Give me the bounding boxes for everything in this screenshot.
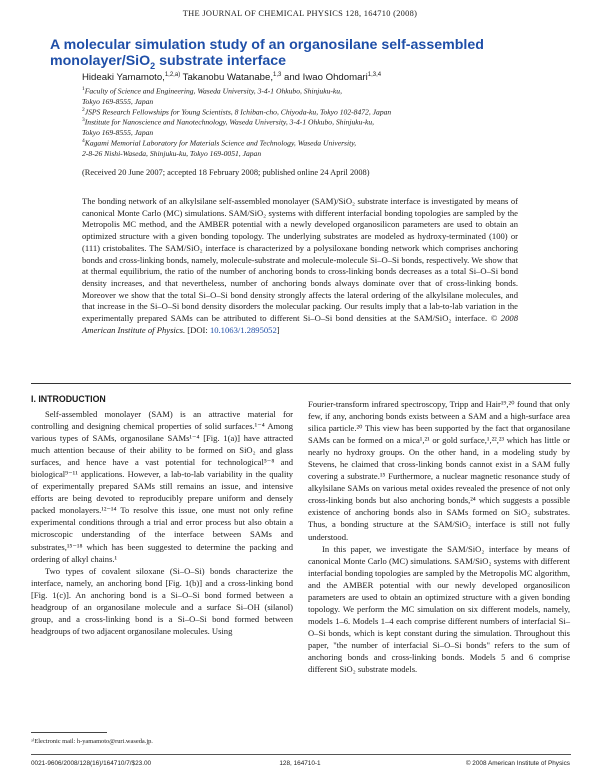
section-divider [31,383,571,384]
author-3: and Iwao Ohdomari [281,72,368,84]
footer-rule [31,754,571,755]
paragraph: Two types of covalent siloxane (Si–O–Si) bonds characterize the interface, namely, an anchoring bond [Fig. 1(b)] and a cross-linking bond [Fig. 1(c)]. An anchoring bond is a Si–O–Si bond formed between a headgroup of an organosilane molecule and a surface Si–OH (silanol) group, and a cross-linking bond is a Si–O–Si bond formed between headgroups of two adjacent organosilane molecules. Using [31,565,293,636]
author-2: Takanobu Watanabe, [180,72,273,84]
paragraph: Self-assembled monolayer (SAM) is an attractive material for controlling and designing chemical properties of solid surfaces.¹⁻⁴ Among various types of SAMs, organosilane SAMs¹⁻⁴ [Fig. 1(a)] have attracted much attention because of their ability to be formed on SiO₂ and glass surfaces, and hence have a vast potential for technological⁵⁻⁸ and biological⁹⁻¹¹ applications. However, a lab-to-lab variability in the quality of experimentally prepared SAMs still remains an issue, and intensive efforts are being devoted to reproducibly prepare uniform and densely packed monolayers.¹²⁻¹⁴ To resolve this issue, one must not only refine experimental conditions through a trial and error process but also obtain a microscopic understanding of the interface between SAMs and substrates,¹⁵⁻¹⁸ which has been suggested to determine the packing and ordering of alkyl chains.¹ [31,409,293,564]
title-line-2: monolayer/SiO$_2$ substrate interface [50,52,287,71]
footnote-rule [31,732,107,733]
paragraph: Fourier-transform infrared spectroscopy, Tripp and Hair¹⁹,²⁰ found that only few, if any, anchoring bonds exists between a SAM and a high-surface area silica particle.²⁰ This view has been supported by the fact that organosilane SAMs can be formed on a mica¹,²¹ or gold surface,¹,²²,²³ which has little or nearly no hydroxy groups. On the other hand, in a modeling study by Stevens, he claimed that cross-linking bonds cannot exist in a SAM fully covering a substrate.¹⁵ Furthermore, a nuclear magnetic resonance study of alkylsilane SAMs on various metal oxides revealed the presence of not only cross-linking bonds but also anchoring bonds,²⁴ which suggests a possible existence of anchoring bonds also in SAMs formed on SiO₂ substrates. Thus, a bonding structure at the SAM/SiO₂ interface is still not fully understood. [308,399,570,542]
journal-header: THE JOURNAL OF CHEMICAL PHYSICS 128, 164710 (2008) [182,9,418,18]
author-1: Hideaki Yamamoto, [82,72,165,84]
abstract: The bonding network of an alkylsilane self-assembled monolayer (SAM)/SiO₂ substrate interface is investigated by means of canonical Monte Carlo (MC) simulations. SAM/SiO₂ systems with different interfacial bonding topologies are sampled by the Metropolis MC method, and the AMBER potential with a newly developed organosilicon parameters are used to obtain an optimized structure with a given bonding topology. The underlying substrates are modeled as hydroxy-terminated (100) or (111) cristobalites. The SAM/SiO₂ interface is characterized by a polysiloxane bonding network which comprises anchoring bonds and cross-linking bonds, namely, molecule-substrate and molecule-molecule Si–O–Si bonds, respectively. We show that at thermal equilibrium, the ratio of the number of anchoring bonds to cross-linking bonds decreases as a total Si–O–Si bond density increases, and that nevertheless, number of anchoring bonds always dominate over that of cross-linking bonds. Moreover we show that the total Si–O–Si bond density strongly affects the lateral ordering of the alkylsilane molecules, and that increase in the Si–O–Si bond density disorders the molecular packing. Our results imply that a lab-to-lab variation in the experimentally prepared SAMs can be attributed to different Si–O–Si bond densities at the SAM/SiO₂ interface. © 2008 American Institute of Physics. [DOI: 10.1063/1.2895052] [82,196,518,335]
section-heading: I. INTRODUCTION [31,394,106,404]
article-title [50,38,570,74]
affiliation-2: $^2$JSPS Research Fellowships for Young Scientists, 8 Ichiban-cho, Chiyoda-ku, Tokyo 102-8472, Japan [82,107,392,117]
affiliation-1: $^1$Faculty of Science and Engineering, Waseda University, 3-4-1 Ohkubo, Shinjuku-ku, Tokyo 169-8555, Japan [82,86,342,106]
footer-copyright: © 2008 American Institute of Physics [465,760,570,767]
footer-page-number: 128, 164710-1 [279,760,321,767]
footer-issn: 0021-9606/2008/128(16)/164710/7/$23.00 [31,760,152,767]
copyright-notice: © 2008 American Institute of Physics. [82,313,518,335]
affiliation-4: $^4$Kagami Memorial Laboratory for Materials Science and Technology, Waseda University, 2-8-26 Nishi-Waseda, Shinjuku-ku, Tokyo 169-0051, Japan [82,138,357,158]
abstract-body: The bonding network of an alkylsilane self-assembled monolayer (SAM)/SiO₂ substrate interface is investigated by means of canonical Monte Carlo (MC) simulations. SAM/SiO₂ systems with different interfacial bonding topologies are sampled by the Metropolis MC method, and the AMBER potential with a newly developed organosilicon parameters are used to obtain an optimized structure with a given bonding topology. The underlying substrates are modeled as hydroxy-terminated (100) or (111) cristobalites. The SAM/SiO₂ interface is characterized by a polysiloxane bonding network which comprises anchoring bonds and cross-linking bonds, namely, molecule-substrate and molecule-molecule Si–O–Si bonds, respectively. We show that at thermal equilibrium, the ratio of the number of anchoring bonds to cross-linking bonds decreases as a total Si–O–Si bond density increases, and that nevertheless, number of anchoring bonds always dominate over that of cross-linking bonds. Moreover we show that the total Si–O–Si bond density strongly affects the lateral ordering of the alkylsilane molecules, and that increase in the Si–O–Si bond density disorders the molecular packing. Our results imply that a lab-to-lab variation in the experimentally prepared SAMs can be attributed to different Si–O–Si bond densities at the SAM/SiO₂ interface. [82,196,518,324]
title-line-1: A molecular simulation study of an organosilane self-assembled [50,37,484,53]
paragraph: In this paper, we investigate the SAM/SiO₂ interface by means of canonical Monte Carlo (MC) simulations. SAM/SiO₂ systems with different interfacial bonding topologies are sampled by the Metropolis MC algorithm, and the AMBER potential with our newly developed organosilicon parameters are used to obtain an optimized structure with a given bonding topology. We perform the MC simulation on six different models, namely, models 1–6. Models 1–4 each comprise different numbers of interfacial Si–O–Si bonds, which is kept constant during the simulation. Throughout this paper, "the number of interfacial Si–O–Si bonds" refers to the sum of anchoring bonds and cross-linking bonds. Models 5 and 6 comprise different SiO₂ substrate models. [308,543,570,675]
left-column [31,408,293,637]
received-dates: (Received 20 June 2007; accepted 18 February 2008; published online 24 April 2008) [82,168,370,177]
footnote: ᵃ⁾Electronic mail: h-yamamoto@ruri.waseda.jp. [31,738,153,745]
affiliation-3: $^3$Institute for Nanoscience and Nanotechnology, Waseda University, 3-4-1 Ohkubo, Shinjuku-ku, Tokyo 169-8555, Japan [82,117,375,137]
right-column [308,398,570,675]
doi-link[interactable]: 10.1063/1.2895052 [209,324,277,335]
author-list: Hideaki Yamamoto,$^{1,2,a)}$ Takanobu Watanabe,$^{1,3}$ and Iwao Ohdomari$^{1,3,4}$ [82,72,382,84]
